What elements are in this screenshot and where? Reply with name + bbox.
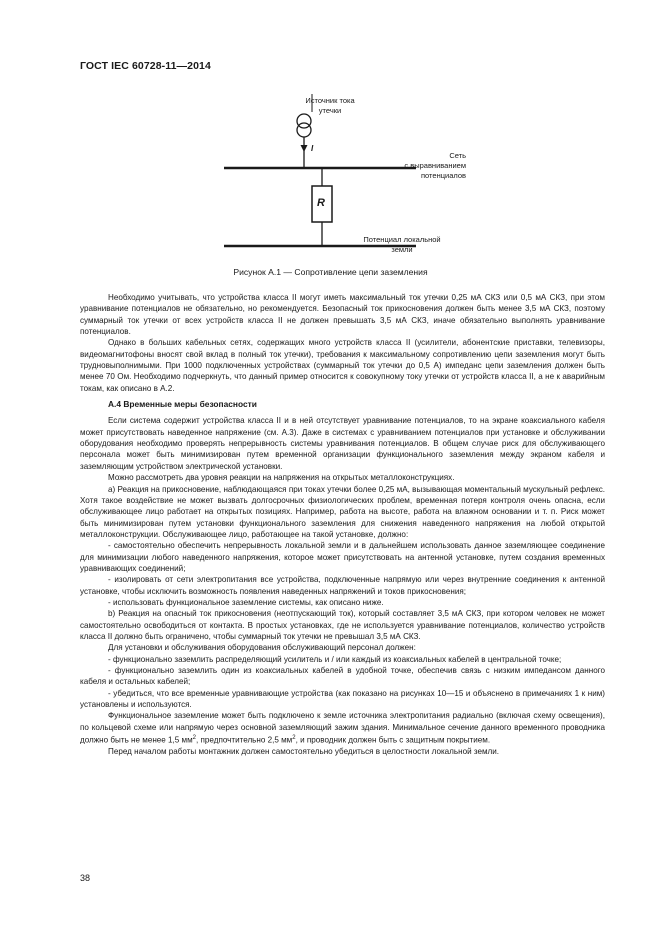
paragraph-touch-reaction: а) Реакция на прикосновение, наблюдающаяся при токах утечки более 0,25 мА, вызывающая моментальный мускульный рефлекс. Хотя такое воздействие не может вызвать долгосрочных физиологических проблем, временная потеря контроля очень опасна, если обслуживающее лицо работает на открытых позициях. Например, работа на высоте, работа на влажном основании и т. п. Риск может быть минимизирован путем установки функционального заземления для снижения наведенного напряжения на любой открытой металлоконструкции. Обслуживающее лицо, работающее на такой установке, должно:	[80, 484, 605, 539]
superscript: 2	[292, 735, 296, 742]
list-item: - самостоятельно обеспечить непрерывность локальной земли и в дальнейшем использовать данное заземляющее соединение для минимизации любого наведенного напряжения, которое может присутствовать на антенной установке, путем создания временных уравнивающих соединений;	[80, 541, 605, 573]
current-symbol: I	[311, 144, 314, 153]
paragraph-two-levels: Можно рассмотреть два уровня реакции на напряжения на открытых металлоконструкциях.	[108, 473, 455, 483]
text-fragment: , и проводник должен быть с защитным покрытием.	[295, 735, 491, 745]
page-number: 38	[80, 873, 91, 883]
network-label-line2: с выравниванием	[404, 161, 466, 170]
list-item: - использовать функциональное заземление системы, как описано ниже.	[108, 597, 384, 607]
ground-label-line2: земли	[391, 245, 413, 254]
document-body	[80, 292, 605, 757]
source-label-line1: Источник тока	[305, 96, 355, 105]
network-label-line3: потенциалов	[420, 171, 466, 180]
grounding-diagram	[0, 0, 661, 270]
list-item: - убедиться, что все временные уравнивающие устройства (как показано на рисунках 10—15 и объяснено в примечаниях 1 к ним) установлены и используются.	[80, 688, 605, 710]
transformer-lower-coil	[297, 123, 311, 137]
paragraph-functional-grounding	[80, 710, 605, 746]
ground-label	[352, 235, 452, 255]
source-label-line2: утечки	[318, 106, 342, 115]
figure-caption: Рисунок А.1 — Сопротивление цепи заземления	[233, 267, 428, 277]
paragraph-staff-requirements: Для установки и обслуживания оборудования обслуживающий персонал должен:	[108, 643, 416, 653]
list-item: - функционально заземлить распределяющий усилитель и / или каждый из коаксиальных кабелей в центральной точке;	[108, 654, 562, 664]
list-item: - функционально заземлить один из коаксиальных кабелей в удобной точке, обеспечив связь с низким импедансом данного кабеля и остальных кабелей;	[80, 666, 605, 687]
text-fragment: , предпочтительно 2,5 мм	[196, 735, 293, 745]
superscript: 2	[192, 735, 197, 742]
paragraph-before-work: Перед началом работы монтажник должен самостоятельно убедиться в целостности локальной земли.	[108, 747, 500, 757]
list-item: - изолировать от сети электропитания все устройства, подключенные напрямую или через внутренние соединения к антенной установке, чтобы исключить возможность появления наведенных напряжений и токов прикосновения;	[80, 575, 605, 596]
paragraph-large-networks: Однако в больших кабельных сетях, содержащих много устройств класса II (усилители, абонентские приставки, телевизоры, видеомагнитофоны вносят свой вклад в полный ток утечки), требования к максимальному сопротивлению цепи заземления могут быть трудновыполнимыми. При 1000 подключенных устройствах (суммарный ток утечки до 0,5 А) импеданс цепи заземления должен быть менее 70 Ом. Необходимо подчеркнуть, что данный пример относится к совокупному току утечки от устройств класса II, а не к аварийным токам, как описано в А.2.	[80, 338, 605, 393]
resistor-label: R	[317, 197, 325, 209]
ground-label-line1: Потенциал локальной	[363, 235, 441, 244]
document-header: ГОСТ IEC 60728-11—2014	[80, 60, 211, 72]
current-arrow-icon	[301, 145, 308, 152]
paragraph-leakage-class-ii: Необходимо учитывать, что устройства класса II могут иметь максимальный ток утечки 0,25 мА СКЗ или 0,5 мА СКЗ, при этом уравнивание потенциалов не обязательно, но рекомендуется. Безопасный ток прикосновения должен быть менее 3,5 мА СКЗ, поэтому суммарный ток утечки от всех устройств класса II не должен превышать 3,5 мА СКЗ, иначе обязательно выполнять уравнивание потенциалов.	[80, 293, 605, 337]
network-label-line1: Сеть	[449, 151, 466, 160]
network-label	[360, 151, 466, 181]
source-label	[300, 96, 360, 116]
paragraph-induced-voltage: Если система содержит устройства класса II и в ней отсутствует уравнивание потенциалов, то на экране коаксиального кабеля может присутствовать наведенное напряжение (см. А.3). Даже в системах с уравниванием потенциалов при установке и обслуживании оборудования необходимо проверять непрерывность системы уравнивания потенциалов. В общем случае риск для обслуживающего персонала может быть минимизирован путем временной организации функционального заземления между экраном кабеля и заземляющим устройством электрической установки.	[80, 416, 605, 471]
paragraph-dangerous-current: b) Реакция на опасный ток прикосновения (неотпускающий ток), который составляет 3,5 мА СКЗ, при котором человек не может самостоятельно освободиться от контакта. В простых установках, где не используется уравнивание потенциалов, количество устройств класса II должно быть ограничено, чтобы суммарный ток утечки не превышал 3,5 мА СКЗ.	[80, 609, 605, 641]
text-fragment: Функциональное заземление может быть подключено к земле источника электропитания радиально (включая схему освещения), по кольцевой схеме или напрямую через основной заземляющий зажим здания. Минимальное сечение данного временного проводника должно быть не менее 1,5 мм	[80, 711, 605, 745]
section-title: А.4 Временные меры безопасности	[108, 399, 257, 410]
